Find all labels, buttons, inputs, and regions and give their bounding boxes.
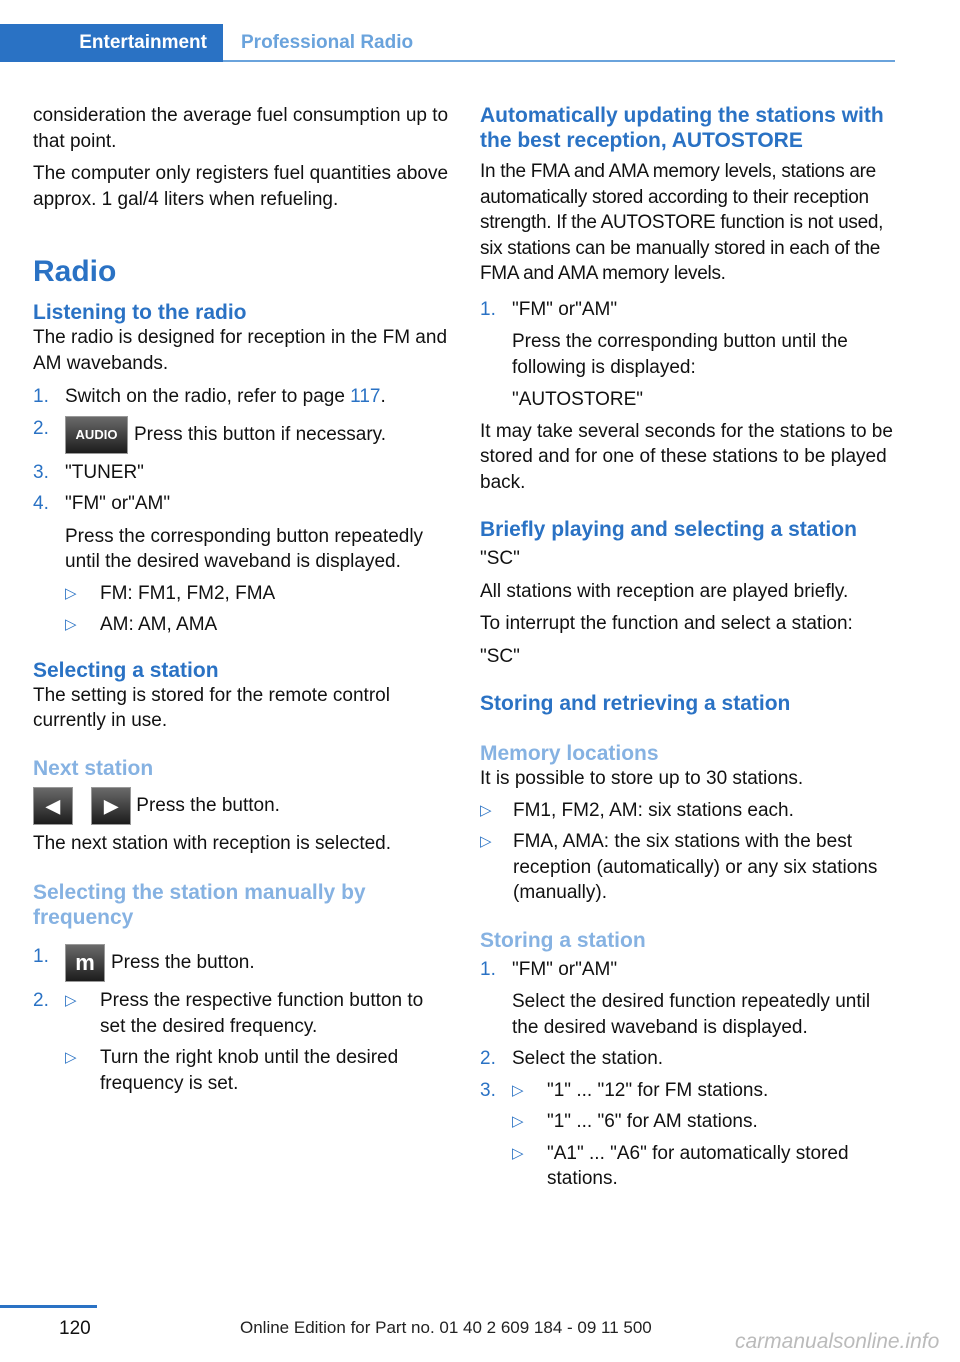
heading-memory-locations: Memory locations: [480, 742, 659, 765]
bullet-item: ▷ FMA, AMA: the six stations with the best reception (automatically) or any six stations (manually).: [480, 829, 900, 906]
list-item: 4. "FM" or"AM" Press the corresponding button repeatedly until the desired waveband is displayed.: [33, 493, 424, 572]
section-tab-entertainment: Entertainment: [0, 24, 223, 62]
list-item: 1. m Press the button.: [33, 944, 451, 982]
triangle-icon: ▷: [65, 1049, 77, 1066]
heading-storing-station: Storing a station: [480, 928, 646, 952]
paragraph: The computer only registers fuel quantities above approx. 1 gal/4 liters when refueling.: [33, 163, 449, 210]
paragraph: The next station with reception is selected.: [33, 832, 392, 854]
heading-listening: Listening to the radio: [33, 301, 247, 324]
audio-button-icon: AUDIO: [65, 416, 128, 454]
paragraph: In the FMA and AMA memory levels, stations are automatically stored according to their reception strength. If the AUTOSTORE function is not used, six stations can be manually stored in each of the FMA and AMA memory levels.: [480, 161, 884, 284]
list-item: 1. "FM" or"AM" Press the corresponding button until the following is displayed: "AUTOSTORE": [480, 298, 848, 410]
paragraph: consideration the average fuel consumption up to that point.: [33, 105, 449, 152]
menu-button-icon: m: [65, 944, 105, 982]
heading-manual-frequency: Selecting the station manually by frequency: [33, 881, 366, 929]
heading-radio: Radio: [33, 255, 117, 288]
bullet-item: ▷ FM: FM1, FM2, FMA: [65, 581, 451, 607]
right-column: Automatically updating the stations with the best reception, AUTOSTORE In the FMA and AMA memory levels, stations are automatically stored according to their reception strength. If the AUTOSTORE function is not used, six stations can be manually stored in each of the FMA and AMA memory levels. 1. "FM" or"AM" Press the corresponding button until the following is displayed: "AUTOSTORE" It may take several seconds for the stations to be stored and for one of these stations to be played back. Briefly playing and selecting a station "SC" All stations with reception are played briefly. To interrupt the function and select a station: "SC" Storing and retrieving a station Memory locations It is possible to store up to 30 stations. ▷ FM1, FM2, AM: six stations each. ▷ FMA, AMA: the six stations with the best reception (automatically) or any six stations (manually). Storing a station 1. "FM" or"AM" Select the desired function repeatedly until the desired waveband is displayed. 2. Select the station. 3. ▷ "1" ... "12" for FM stations. ▷ "1" ... "6" for AM stations. ▷ "A1" ... "A6" for automatically stored stations.: [480, 103, 900, 1204]
heading-next-station: Next station: [33, 756, 154, 780]
list-item: 3. "TUNER": [33, 461, 144, 483]
list-item: 2. AUDIO Press this button if necessary.: [33, 416, 451, 454]
page-number: 120: [59, 1318, 91, 1339]
watermark: carmanualsonline.info: [735, 1330, 940, 1353]
paragraph: It may take several seconds for the stations to be stored and for one of these stations to be played back.: [480, 420, 893, 493]
bullet-item: ▷ "1" ... "12" for FM stations.: [512, 1078, 900, 1104]
paragraph: The radio is designed for reception in the FM and AM wavebands.: [33, 327, 448, 374]
bullet-item: ▷ Turn the right knob until the desired frequency is set.: [65, 1045, 451, 1096]
bullet-item: ▷ AM: AM, AMA: [65, 612, 451, 638]
paragraph: The setting is stored for the remote control currently in use.: [33, 684, 390, 731]
paragraph: It is possible to store up to 30 stations.: [480, 768, 804, 789]
bullet-item: ▷ "1" ... "6" for AM stations.: [512, 1109, 900, 1135]
heading-autostore: Automatically updating the stations with the best reception, AUTOSTORE: [480, 104, 884, 152]
list-item: 3. ▷ "1" ... "12" for FM stations. ▷ "1" ... "6" for AM stations. ▷ "A1" ... "A6" for automatically stored stations.: [480, 1078, 900, 1198]
triangle-icon: ▷: [480, 833, 492, 850]
triangle-icon: ▷: [512, 1144, 524, 1162]
bullet-item: ▷ FM1, FM2, AM: six stations each.: [480, 798, 900, 824]
list-item: 1. "FM" or"AM" Select the desired function repeatedly until the desired waveband is displayed.: [480, 958, 871, 1038]
section-tab-professional-radio: Professional Radio: [241, 32, 414, 53]
page-link[interactable]: 117: [350, 386, 381, 407]
list-item: 2. ▷ Press the respective function button to set the desired frequency. ▷ Turn the right knob until the desired frequency is set.: [33, 988, 451, 1102]
left-column: consideration the average fuel consumption up to that point. The computer only registers fuel quantities above approx. 1 gal/4 liters when refueling. Radio Listening to the radio The radio is designed for reception in the FM and AM wavebands. 1. Switch on the radio, refer to page 117. 2. AUDIO Press this button if necessary. 3. "TUNER" 4. "FM" or"AM" Press the corresponding button repeatedly until the desired waveband is displayed. ▷ FM: FM1, FM2, FMA ▷ AM: AM, AMA Selecting a station The setting is stored for the remote control currently in use. Next station ◀ ▶ Press the button. The next station with reception is selected. Selecting the station manually by frequency 1. m Press the button. 2. ▷ Press the respective function button to set the desired frequency. ▷ Turn the right knob until the desired frequency is set.: [33, 103, 451, 1102]
triangle-icon: ▷: [512, 1113, 524, 1130]
edition-note: Online Edition for Part no. 01 40 2 609 184 - 09 11 500: [240, 1318, 652, 1337]
page-header: [0, 24, 895, 62]
triangle-icon: ▷: [65, 584, 77, 602]
next-arrow-icon: ▶: [91, 787, 131, 825]
heading-brief-play: Briefly playing and selecting a station: [480, 518, 857, 541]
header-rule: [223, 60, 895, 62]
bullet-item: ▷ Press the respective function button to set the desired frequency.: [65, 988, 451, 1039]
prev-arrow-icon: ◀: [33, 787, 73, 825]
list-item: 1. Switch on the radio, refer to page 117.: [33, 386, 386, 407]
triangle-icon: ▷: [65, 616, 77, 633]
triangle-icon: ▷: [480, 801, 492, 819]
list-item: 2. Select the station.: [480, 1048, 664, 1069]
triangle-icon: ▷: [65, 992, 77, 1009]
heading-selecting-station: Selecting a station: [33, 658, 219, 682]
heading-storing-retrieving: Storing and retrieving a station: [480, 692, 791, 715]
triangle-icon: ▷: [512, 1081, 524, 1099]
bullet-item: ▷ "A1" ... "A6" for automatically stored stations.: [512, 1141, 900, 1192]
footer-rule: [0, 1305, 97, 1308]
